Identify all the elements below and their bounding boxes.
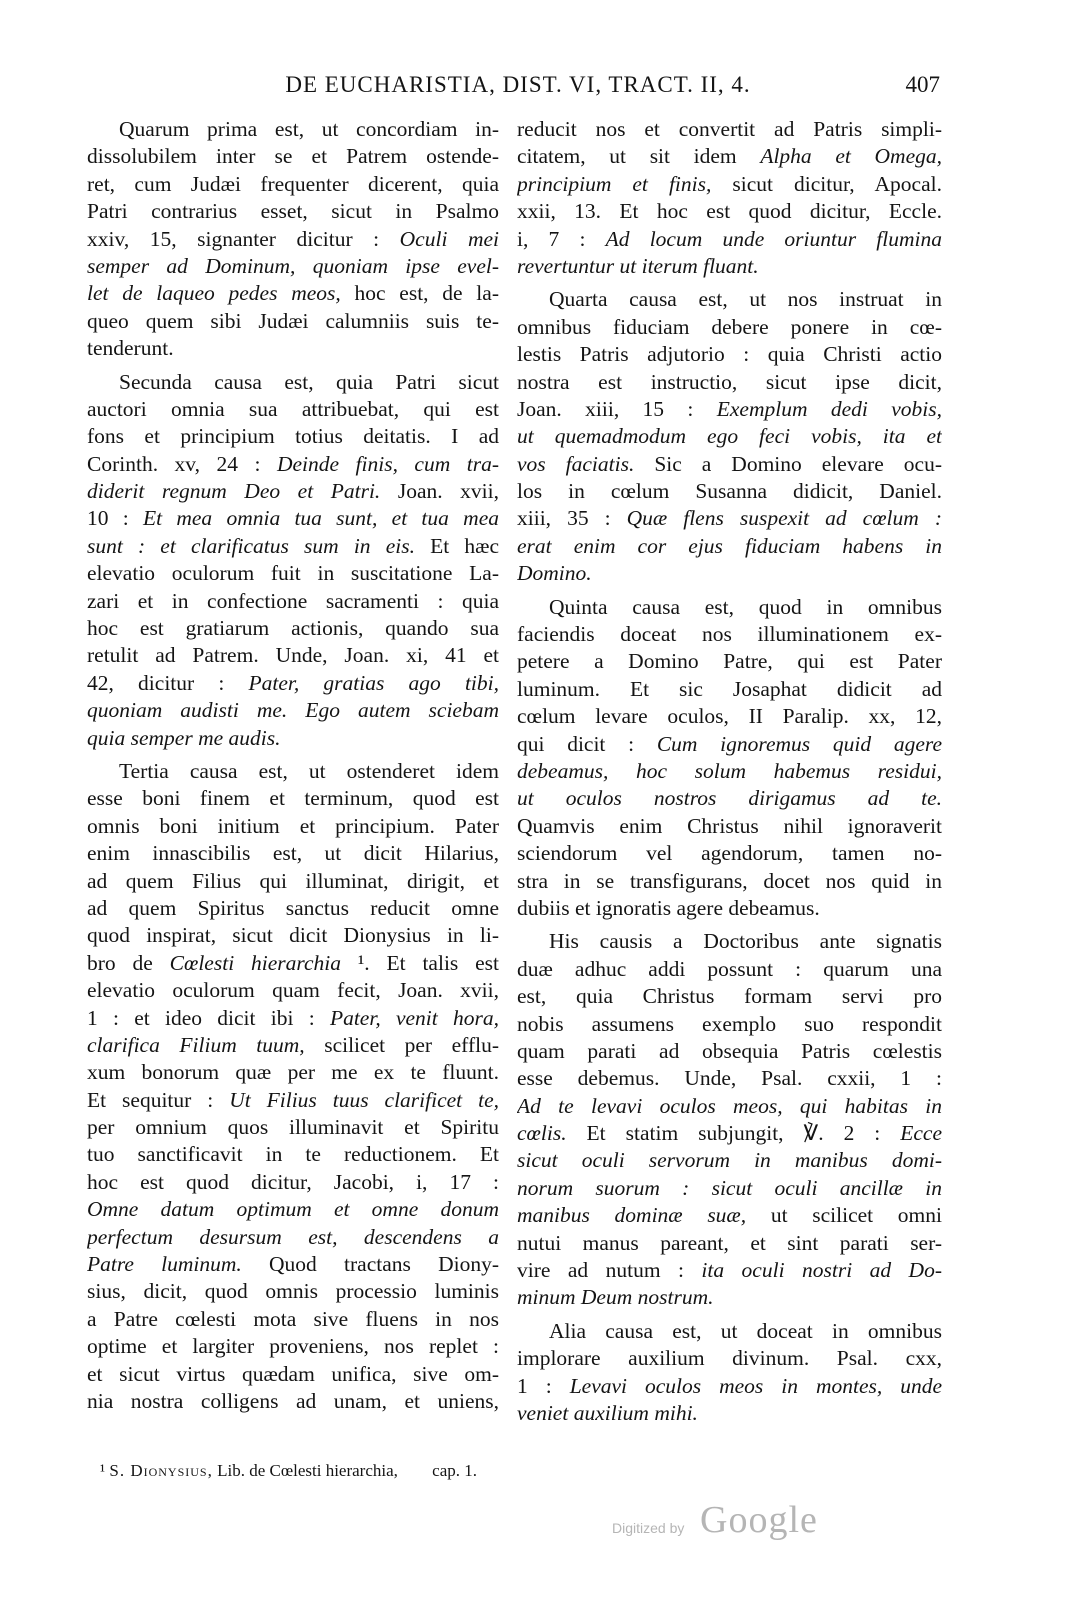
left-text-line: tuo sanctificavit in te reductionem. Et (87, 1142, 499, 1167)
running-title: DE EUCHARISTIA, DIST. VI, TRACT. II, 4. (285, 72, 751, 97)
right-text-column (517, 116, 942, 1427)
left-text-line: quoniam audisti me. Ego autem sciebam (87, 698, 499, 723)
left-text-line: quia semper me audis. (87, 725, 281, 750)
right-text-line: Quinta causa est, quod in omnibus (549, 594, 942, 619)
right-text-line: Domino. (517, 561, 592, 586)
left-text-line: retulit ad Patrem. Unde, Joan. xi, 41 et (87, 643, 499, 668)
left-text-line: hoc est gratiarum actionis, quando sua (87, 616, 499, 641)
right-text-line: qui dicit : Cum ignoremus quid agere (517, 731, 942, 756)
left-text-column (87, 116, 499, 1415)
left-text-line: ret, cum Judæi frequenter dicerent, quia (87, 171, 499, 196)
left-text-line: quod inspirat, sicut dicit Dionysius in li- (87, 923, 499, 948)
right-text-line: nostra est instructio, sicut ipse dicit, (517, 369, 942, 394)
right-text-line: lestis Patris adjutorio : quia Christi actio (517, 342, 942, 367)
footnote-text: Lib. de Cœlesti hierarchia, (217, 1461, 398, 1480)
left-text-line: zari et in confectione sacramenti : quia (87, 588, 499, 613)
watermark-prefix: Digitized by (612, 1520, 685, 1536)
right-text-line: erat enim cor ejus fiduciam habens in (517, 533, 942, 558)
right-text-line: vire ad nutum : ita oculi nostri ad Do- (517, 1258, 942, 1283)
right-text-line: implorare auxilium divinum. Psal. cxx, (517, 1346, 942, 1371)
right-text-line: veniet auxilium mihi. (517, 1400, 698, 1425)
right-text-line: est, quia Christus formam servi pro (517, 984, 942, 1009)
right-text-line: los in cœlum Susanna didicit, Daniel. (517, 479, 942, 504)
left-text-line: Corinth. xv, 24 : Deinde finis, cum tra- (87, 451, 499, 476)
right-text-line: esse debemus. Unde, Psal. cxxii, 1 : (517, 1066, 942, 1091)
footnote-author: S. Dionysius, (109, 1461, 213, 1480)
left-text-line: et sicut virtus quædam unifica, sive om- (87, 1361, 499, 1386)
left-text-line: clarifica Filium tuum, scilicet per efflu- (87, 1032, 499, 1057)
right-text-line: 1 : Levavi oculos meos in montes, unde (517, 1373, 942, 1398)
google-logo: Google (700, 1499, 818, 1541)
left-text-line: queo quem sibi Judæi calumniis suis te- (87, 308, 499, 333)
left-text-line: Patre luminum. Quod tractans Diony- (87, 1252, 499, 1277)
left-text-line: a Patre cœlesti mota sive fluens in nos (87, 1306, 499, 1331)
right-text-line: principium et finis, sicut dicitur, Apocal. (517, 171, 942, 196)
right-text-line: vos faciatis. Sic a Domino elevare ocu- (517, 451, 942, 476)
left-text-line: Patri contrarius esset, sicut in Psalmo (87, 199, 499, 224)
right-text-line: Joan. xiii, 15 : Exemplum dedi vobis, (517, 396, 942, 421)
left-text-line: elevatio oculorum fuit in suscitatione La- (87, 561, 499, 586)
right-text-line: His causis a Doctoribus ante signatis (549, 929, 942, 954)
left-text-line: diderit regnum Deo et Patri. Joan. xvii, (87, 479, 499, 504)
left-text-line: xum bonorum quæ per me ex te fluunt. (87, 1060, 499, 1085)
right-text-line: minum Deum nostrum. (517, 1285, 714, 1310)
right-text-line: dubiis et ignoratis agere debeamus. (517, 895, 820, 920)
right-text-line: cœlis. Et statim subjungit, ℣. 2 : Ecce (517, 1121, 942, 1146)
right-text-line: i, 7 : Ad locum unde oriuntur flumina (517, 226, 942, 251)
right-text-line: manibus dominæ suæ, ut scilicet omni (517, 1203, 942, 1228)
left-text-line: fons et principium totius deitatis. I ad (87, 424, 499, 449)
left-text-line: perfectum desursum est, descendens a (87, 1224, 499, 1249)
right-text-line: nobis assumens exemplo suo respondit (517, 1011, 942, 1036)
left-text-line: auctori omnia sua attribuebat, qui est (87, 396, 499, 421)
left-text-line: sius, dicit, quod omnis processio luminis (87, 1279, 499, 1304)
left-text-line: ad quem Filius qui illuminat, dirigit, et (87, 868, 499, 893)
right-text-line: Alia causa est, ut doceat in omnibus (549, 1318, 942, 1343)
left-text-line: semper ad Dominum, quoniam ipse evel- (87, 253, 499, 278)
right-text-line: debeamus, hoc solum habemus residui, (517, 758, 942, 783)
left-text-line: hoc est quod dicitur, Jacobi, i, 17 : (87, 1169, 499, 1194)
right-text-line: sciendorum vel agendorum, tamen no- (517, 841, 942, 866)
digitized-watermark (612, 1498, 872, 1548)
right-text-line: petere a Domino Patre, qui est Pater (517, 649, 942, 674)
running-head (88, 72, 940, 106)
left-text-line: Omne datum optimum et omne donum (87, 1197, 499, 1222)
left-text-line: 42, dicitur : Pater, gratias ago tibi, (87, 670, 499, 695)
left-text-line: Secunda causa est, quia Patri sicut (119, 369, 499, 394)
left-text-line: esse boni finem et terminum, quod est (87, 786, 499, 811)
left-text-line: Quarum prima est, ut concordiam in- (119, 117, 499, 141)
left-text-line: omnis boni initium et principium. Pater (87, 813, 499, 838)
right-text-line: norum suorum : sicut oculi ancillæ in (517, 1175, 942, 1200)
right-text-line: xiii, 35 : Quæ flens suspexit ad cœlum : (517, 506, 942, 531)
right-text-line: ut oculos nostros dirigamus ad te. (517, 786, 942, 811)
footnote-chapter: cap. 1. (432, 1461, 478, 1480)
left-text-line: nia nostra colligens ad unam, et uniens, (87, 1388, 499, 1413)
left-text-line: 10 : Et mea omnia tua sunt, et tua mea (87, 506, 499, 531)
right-text-line: reducit nos et convertit ad Patris simpli- (517, 117, 942, 141)
right-text-line: Quarta causa est, ut nos instruat in (549, 287, 942, 312)
right-text-line: citatem, ut sit idem Alpha et Omega, (517, 144, 942, 169)
right-text-line: quam parati ad obsequia Patris cœlestis (517, 1038, 942, 1063)
right-text-line: Quamvis enim Christus nihil ignoraverit (517, 813, 942, 838)
left-text-line: tenderunt. (87, 336, 174, 361)
right-text-line: xxii, 13. Et hoc est quod dicitur, Eccle. (517, 199, 942, 224)
left-text-line: elevatio oculorum quam fecit, Joan. xvii, (87, 978, 499, 1003)
right-text-line: Ad te levavi oculos meos, qui habitas in (517, 1093, 942, 1118)
right-text-line: cœlum levare oculos, II Paralip. xx, 12, (517, 704, 942, 729)
left-text-line: xxiv, 15, signanter dicitur : Oculi mei (87, 226, 499, 251)
footnote (100, 1461, 600, 1481)
left-text-line: bro de Cœlesti hierarchia ¹. Et talis est (87, 950, 499, 975)
right-text-line: sicut oculi servorum in manibus domi- (517, 1148, 942, 1173)
left-text-line: Et sequitur : Ut Filius tuus clarificet te, (87, 1087, 499, 1112)
right-text-line: luminum. Et sic Josaphat didicit ad (517, 676, 942, 701)
left-text-line: Tertia causa est, ut ostenderet idem (119, 758, 499, 783)
left-text-line: per omnium quos illuminavit et Spiritu (87, 1115, 499, 1140)
left-text-line: let de laqueo pedes meos, hoc est, de la- (87, 281, 499, 306)
page-number: 407 (905, 72, 940, 97)
right-text-line: omnibus fiduciam debere ponere in cœ- (517, 314, 942, 339)
left-text-line: enim innascibilis est, ut dicit Hilarius, (87, 841, 499, 866)
right-text-line: nutui manus pareant, et sint parati ser- (517, 1230, 942, 1255)
footnote-marker: ¹ (100, 1461, 106, 1480)
left-text-line: 1 : et ideo dicit ibi : Pater, venit hora, (87, 1005, 499, 1030)
right-text-line: ut quemadmodum ego feci vobis, ita et (517, 424, 942, 449)
right-text-line: revertuntur ut iterum fluant. (517, 253, 759, 278)
right-text-line: duæ adhuc addi possunt : quarum una (517, 956, 942, 981)
left-text-line: ad quem Spiritus sanctus reducit omne (87, 895, 499, 920)
left-text-line: dissolubilem inter se et Patrem ostende- (87, 144, 499, 169)
right-text-line: faciendis doceat nos illuminationem ex- (517, 622, 942, 647)
left-text-line: optime et largiter proveniens, nos replet : (87, 1334, 499, 1359)
right-text-line: stra in se transfigurans, docet nos quid in (517, 868, 942, 893)
left-text-line: sunt : et clarificatus sum in eis. Et hæc (87, 533, 499, 558)
